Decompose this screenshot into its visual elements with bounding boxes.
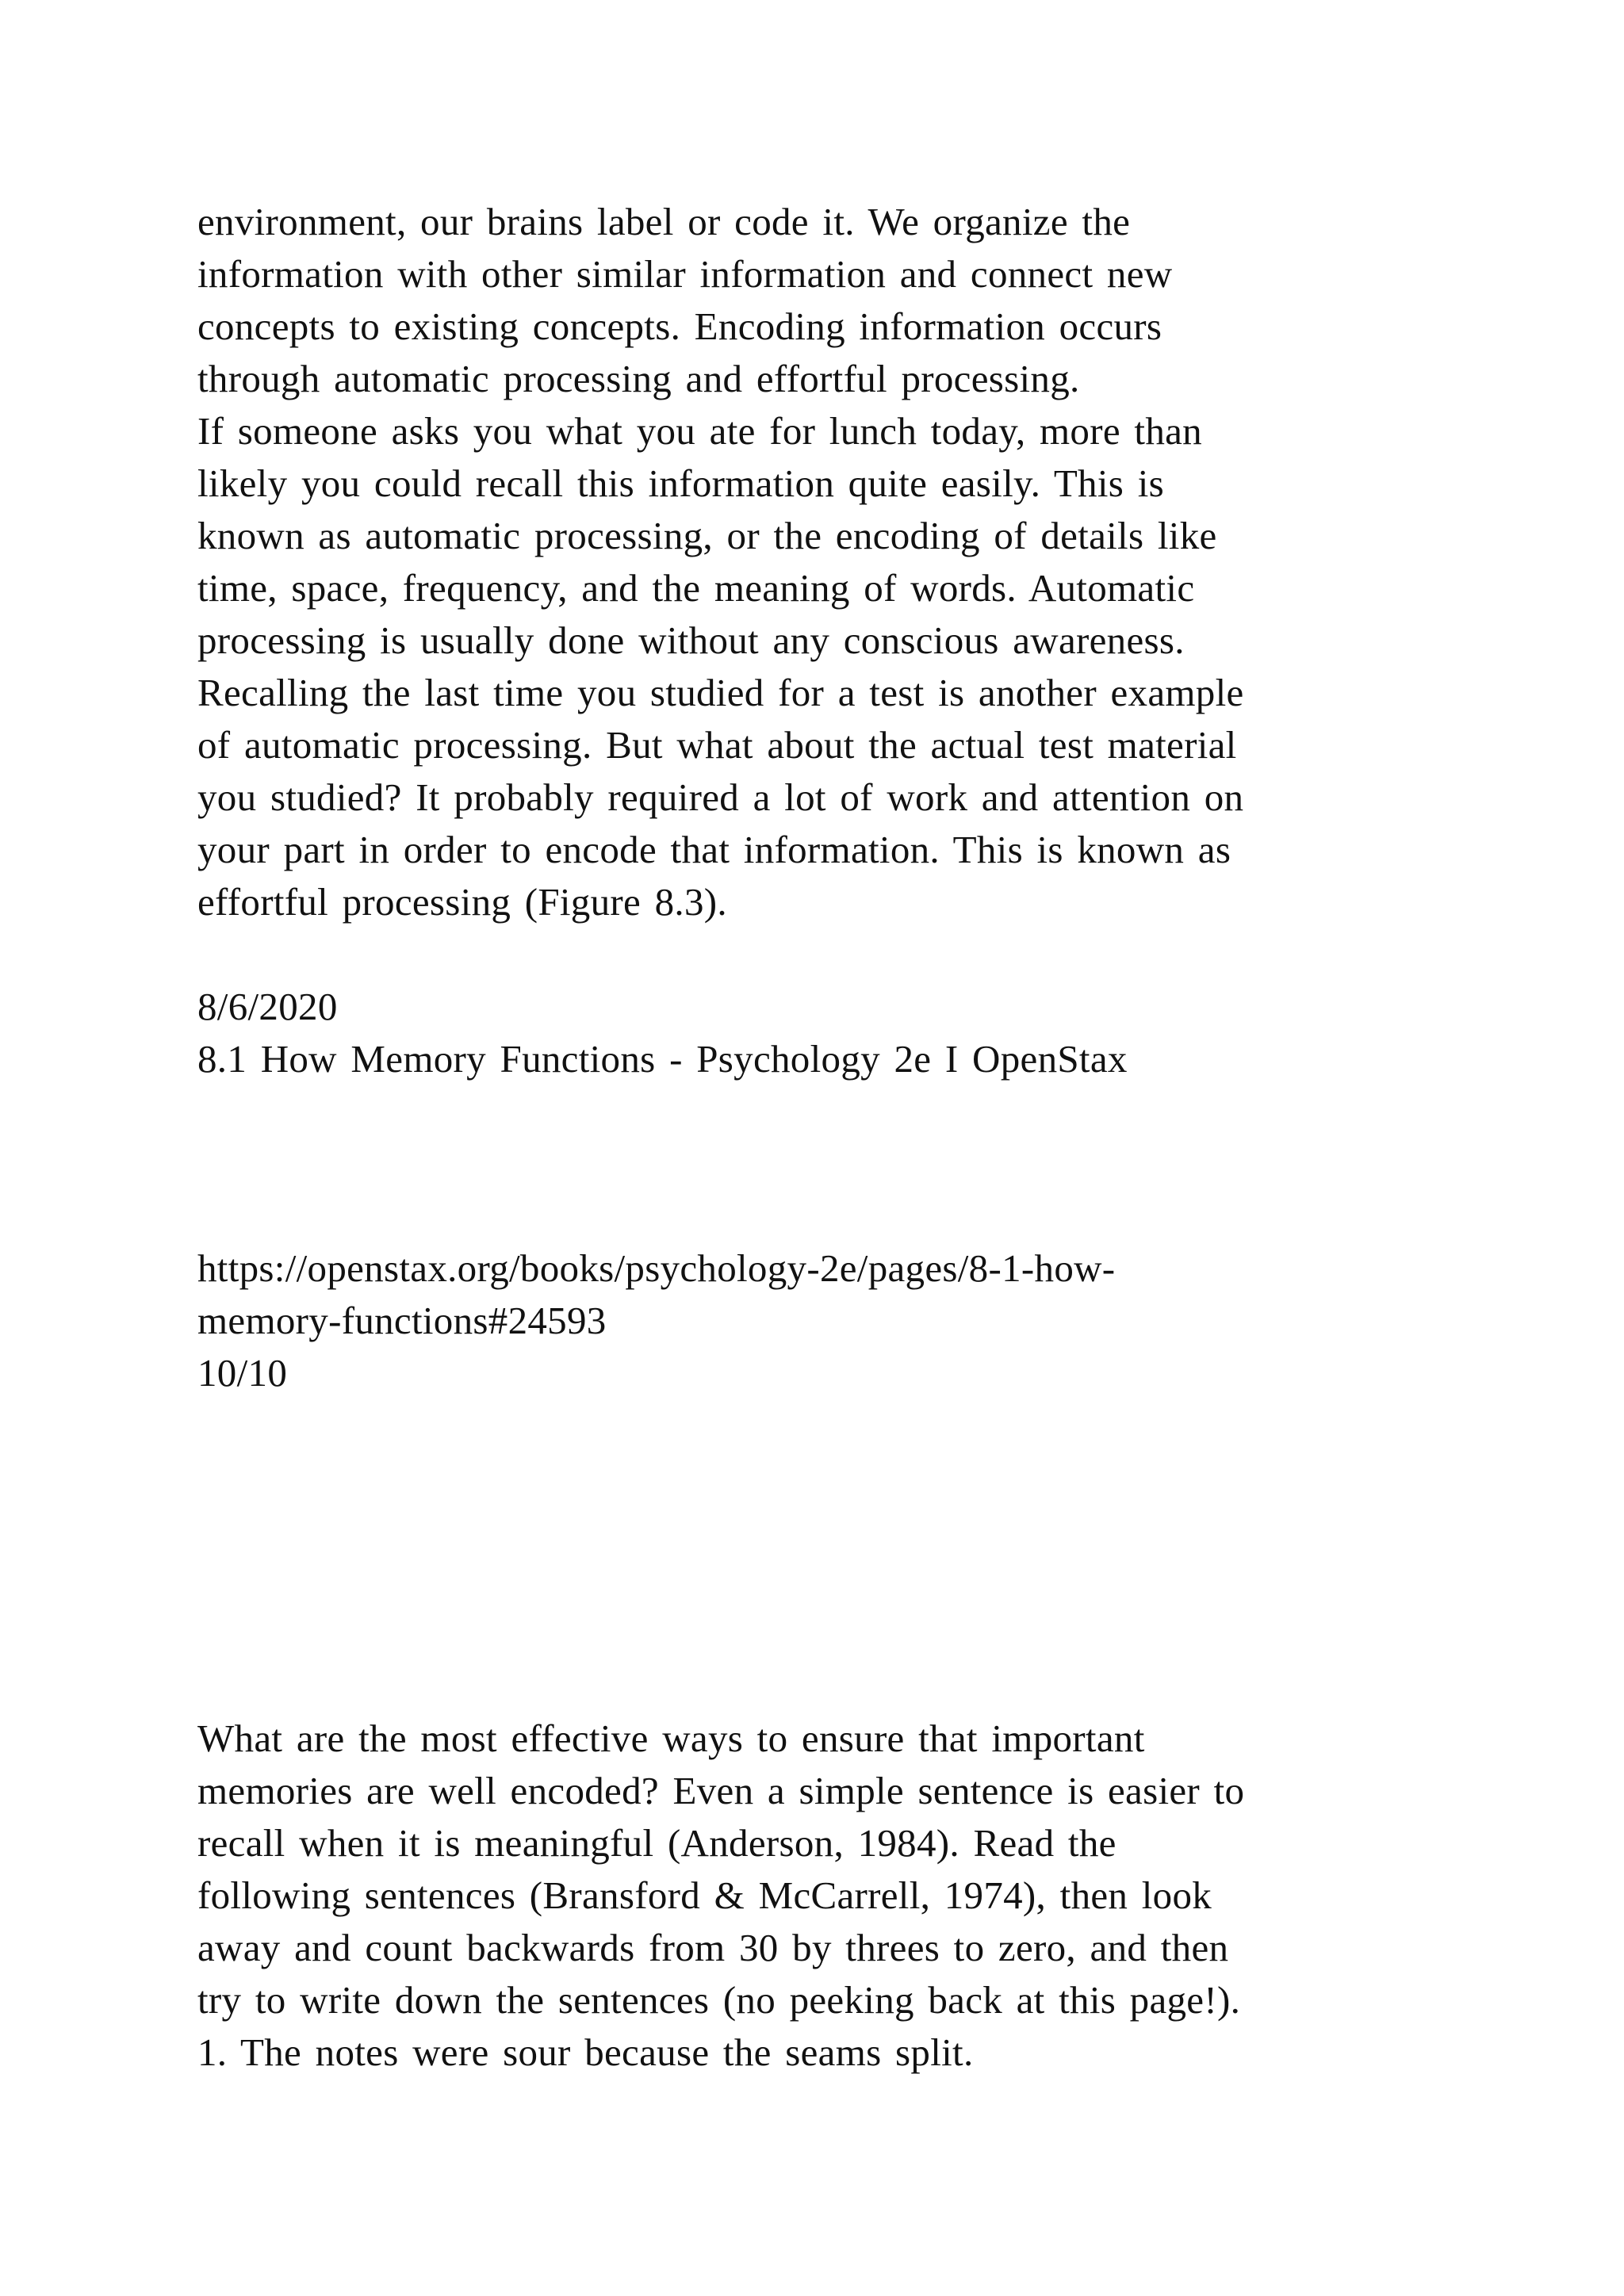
paragraph-3-line-6: try to write down the sentences (no peeking back at this page!). bbox=[197, 1978, 1241, 2022]
paragraph-1-line-3: concepts to existing concepts. Encoding information occurs bbox=[197, 304, 1162, 348]
paragraph-3-line-4: following sentences (Bransford & McCarrell, 1974), then look bbox=[197, 1873, 1212, 1917]
paragraph-2-line-7: of automatic processing. But what about the actual test material bbox=[197, 723, 1237, 767]
paragraph-2-line-10: effortful processing (Figure 8.3). bbox=[197, 880, 727, 924]
paragraph-3-line-7: 1. The notes were sour because the seams split. bbox=[197, 2030, 974, 2074]
print-date: 8/6/2020 bbox=[197, 985, 338, 1028]
paragraph-1-line-2: information with other similar information and connect new bbox=[197, 252, 1173, 296]
paragraph-2-line-2: likely you could recall this information quite easily. This is bbox=[197, 461, 1164, 505]
paragraph-2-line-9: your part in order to encode that information. This is known as bbox=[197, 828, 1231, 871]
print-page-title: 8.1 How Memory Functions - Psychology 2e I OpenStax bbox=[197, 1037, 1128, 1081]
paragraph-2-line-1: If someone asks you what you ate for lunch today, more than bbox=[197, 409, 1202, 453]
paragraph-3-line-2: memories are well encoded? Even a simple sentence is easier to bbox=[197, 1769, 1245, 1812]
paragraph-2-line-4: time, space, frequency, and the meaning of words. Automatic bbox=[197, 566, 1195, 610]
paragraph-2-line-8: you studied? It probably required a lot of work and attention on bbox=[197, 775, 1244, 819]
paragraph-1-line-1: environment, our brains label or code it. We organize the bbox=[197, 200, 1131, 243]
paragraph-2-line-3: known as automatic processing, or the encoding of details like bbox=[197, 514, 1217, 557]
print-page-number: 10/10 bbox=[197, 1351, 288, 1395]
paragraph-2-line-5: processing is usually done without any conscious awareness. bbox=[197, 618, 1185, 662]
print-url-line-1: https://openstax.org/books/psychology-2e/pages/8-1-how- bbox=[197, 1246, 1116, 1290]
paragraph-3-line-5: away and count backwards from 30 by threes to zero, and then bbox=[197, 1926, 1229, 1969]
paragraph-3-line-1: What are the most effective ways to ensure that important bbox=[197, 1716, 1145, 1760]
paragraph-1-line-4: through automatic processing and effortful processing. bbox=[197, 357, 1080, 400]
print-url-line-2: memory-functions#24593 bbox=[197, 1299, 607, 1342]
paragraph-2-line-6: Recalling the last time you studied for a test is another example bbox=[197, 671, 1244, 714]
paragraph-3-line-3: recall when it is meaningful (Anderson, 1984). Read the bbox=[197, 1821, 1116, 1865]
